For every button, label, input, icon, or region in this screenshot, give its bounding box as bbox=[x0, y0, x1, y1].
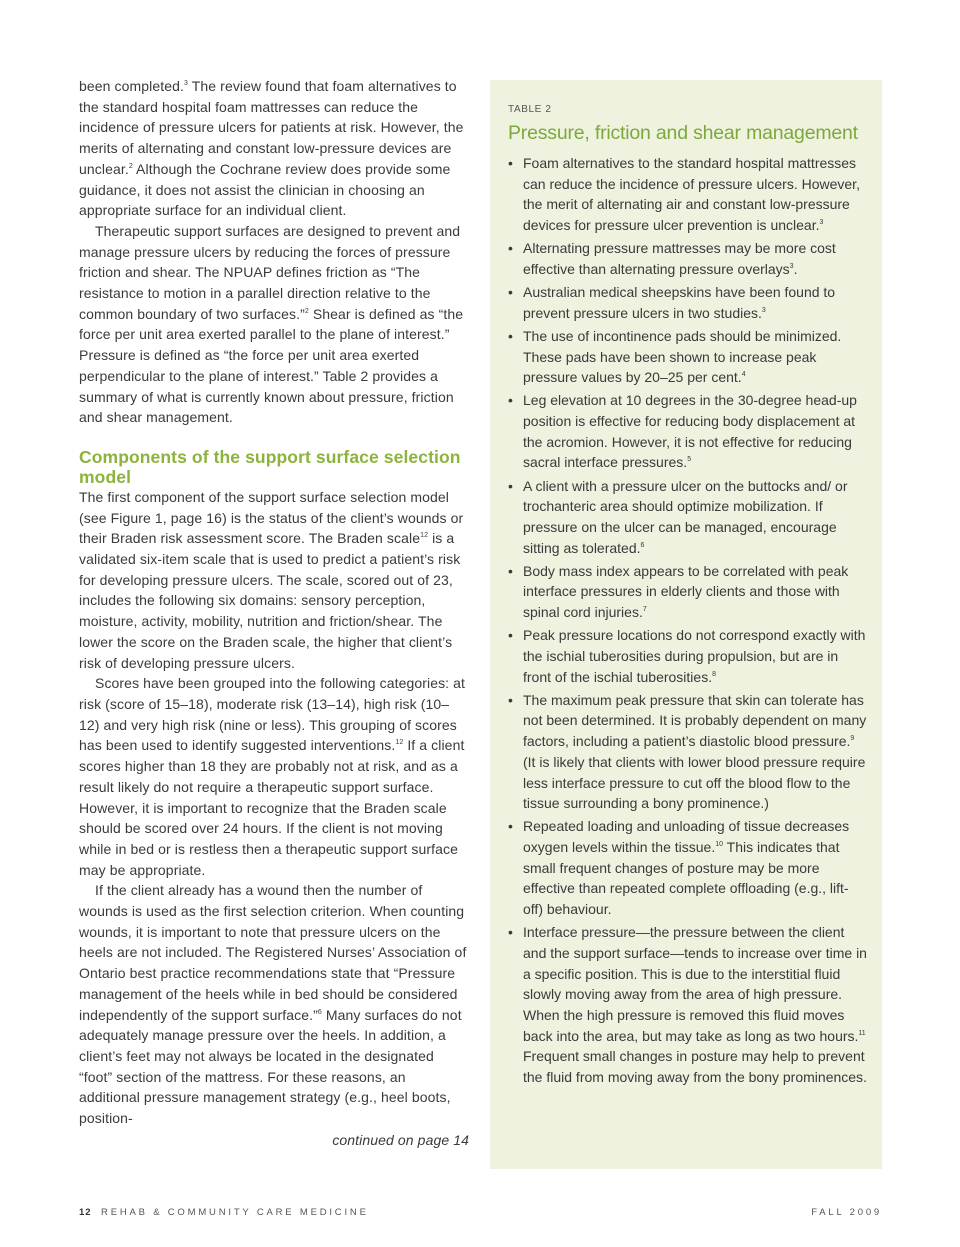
bullet-icon: • bbox=[508, 327, 513, 344]
page-number: 12 bbox=[79, 1207, 92, 1218]
table-label: TABLE 2 bbox=[508, 104, 552, 115]
paragraph: Scores have been grouped into the following categories: at risk (score of 15–18), moderate risk (13–14), high risk (10–12) and very high risk (nine or less). This grouping of scores has been used to identify suggested interventions.$^{12}$ If a client scores higher than 18 they are probably not at risk, and as a result likely do not require a therapeutic support surface. However, it is important to recognize that the Braden scale should be scored over 24 hours. If the client is not moving while in bed or is restless then a therapeutic support surface may be appropriate. bbox=[79, 675, 466, 878]
table-2-sidebar bbox=[490, 80, 882, 1169]
bullet-icon: • bbox=[508, 477, 513, 494]
list-item: • Peak pressure locations do not correspond exactly with the ischial tuberosities during propulsion, but are in front of the ischial tuberosities.$^8$ bbox=[508, 627, 866, 685]
bullet-icon: • bbox=[508, 284, 513, 300]
list-item: • Alternating pressure mattresses may be more cost effective than alternating pressure overlays$^3$. bbox=[508, 240, 836, 277]
bullet-icon: • bbox=[508, 924, 513, 941]
paragraph: If the client already has a wound then the number of wounds is used as the first selection criterion. When counting wounds, it is important to note that pressure ulcers on the heels are not included. The Registered Nurses’ Association of Ontario best practice recommendations state that “Pressure management of the heels while in bed should be considered independently of the support surface.”$^6$ Many surfaces do not adequately manage pressure over the heels. In addition, a client’s feet may not always be located in the designated “foot” section of the mattress. For these reasons, an additional pressure management strategy (e.g., heel boots, position- bbox=[79, 882, 467, 1127]
footer-issue: FALL 2009 bbox=[811, 1207, 882, 1218]
table-title: Pressure, friction and shear management bbox=[508, 122, 858, 144]
paragraph: been completed.$^3$ The review found that foam alternatives to the standard hospital foam mattresses can reduce the incidence of pressure ulcers for patients at risk. However, the merits of alternating and constant low-pressure devices are unclear.$^2$ Although the Cochrane review does provide some guidance, it does not assist the clinician in choosing an appropriate surface for an individual client. bbox=[79, 78, 464, 219]
section-heading: Components of the support surface selection model bbox=[79, 446, 461, 487]
bullet-icon: • bbox=[508, 562, 513, 579]
list-item: • The maximum peak pressure that skin can tolerate has not been determined. It is probably dependent on many factors, including a patient’s diastolic blood pressure.$^9$ (It is likely that clients with lower blood pressure require less interface pressure to cut off the blood flow to the tissue surrounding a bony prominence.) bbox=[508, 691, 867, 812]
list-item: • Foam alternatives to the standard hospital mattresses can reduce the incidence of pressure ulcers. However, the merit of alternating air and constant low-pressure devices for pressure ulcer prevention is unclear.$^3$ bbox=[508, 155, 860, 234]
bullet-icon: • bbox=[508, 240, 513, 257]
paragraph: Therapeutic support surfaces are designed to prevent and manage pressure ulcers by reducing the forces of pressure friction and shear. The NPUAP defines friction as “The resistance to motion in a parallel direction relative to the common boundary of two surfaces.”$^2$ Shear is defined as “the force per unit area exerted parallel to the plane of interest.” Pressure is defined as “the force per unit area exerted perpendicular to the plane of interest.” Table 2 provides a summary of what is currently known about pressure, friction and shear management. bbox=[79, 222, 464, 426]
list-item: • Australian medical sheepskins have been found to prevent pressure ulcers in two studies.$^3$ bbox=[508, 284, 836, 321]
publication-name: REHAB & COMMUNITY CARE MEDICINE bbox=[101, 1207, 369, 1218]
list-item: • Leg elevation at 10 degrees in the 30-degree head-up position is effective for reducing body displacement at the acromion. However, it is not effective for reducing sacral interface pressures.$^5$ bbox=[508, 392, 857, 471]
continued-note: continued on page 14 bbox=[332, 1131, 469, 1148]
bullet-icon: • bbox=[508, 392, 513, 409]
bullet-icon: • bbox=[508, 155, 513, 171]
list-item: • Body mass index appears to be correlated with peak interface pressures in elderly clients and those with spinal cord injuries.$^7$ bbox=[508, 562, 849, 621]
article-body bbox=[79, 76, 469, 1150]
list-item: • A client with a pressure ulcer on the buttocks and/ or trochanteric area should optimize mobilization. If pressure on the ulcer can be managed, encourage sitting as tolerated.$^6$ bbox=[508, 477, 848, 556]
list-item: • The use of incontinence pads should be minimized. These pads have been shown to increase peak pressure values by 20–25 per cent.$^4$ bbox=[508, 327, 842, 386]
bullet-icon: • bbox=[508, 691, 513, 708]
bullet-icon: • bbox=[508, 818, 513, 835]
list-item: • Repeated loading and unloading of tissue decreases oxygen levels within the tissue.$^{10}$ This indicates that small frequent changes of posture may be more effective than repeated complete offloading (e.g., lift-off) behaviour. bbox=[508, 818, 850, 918]
footer-publication bbox=[79, 1207, 369, 1218]
bullet-icon: • bbox=[508, 627, 513, 644]
list-item: • Interface pressure—the pressure between the client and the support surface—tends to increase over time in a specific position. This is due to the interstitial fluid slowly moving away from the area of high pressure. When the high pressure is removed this fluid moves back into the area, but may take as long as two hours.$^{11}$ Frequent small changes in posture may help to prevent the fluid from moving away from the bony prominences. bbox=[508, 924, 867, 1086]
bullet-list bbox=[508, 153, 868, 1090]
paragraph: The first component of the support surface selection model (see Figure 1, page 16) is the status of the client’s wounds or their Braden risk assessment score. The Braden scale$^{12}$ is a validated six-item scale that is used to predict a patient’s risk for developing pressure ulcers. The scale, scored out of 23, includes the following six domains: sensory perception, moisture, activity, mobility, nutrition and friction/shear. The lower the score on the Braden scale, the higher that client’s risk of developing pressure ulcers. bbox=[79, 488, 464, 671]
